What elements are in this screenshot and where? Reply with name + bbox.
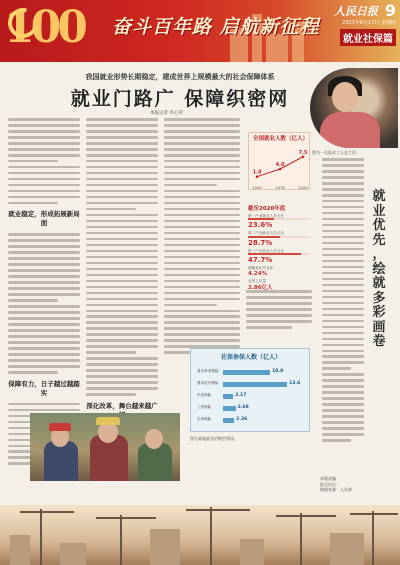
vertical-title-char: 优: [372, 218, 386, 234]
stat-bar-fill: [248, 253, 301, 255]
credit-line: 数据来源：人社部: [320, 487, 352, 493]
insurance-data-label: 10.0: [272, 369, 284, 374]
building-shape: [60, 543, 86, 565]
crane-mast: [40, 509, 42, 565]
stat-bar-track: [248, 236, 310, 238]
subhead-reform: 深化改革，舞台越来越广: [86, 401, 158, 410]
dateline: 2021年6月17日 星期四: [342, 20, 396, 26]
insurance-data-label: 2.68: [237, 405, 249, 410]
vertical-title-char: ，: [372, 247, 386, 263]
crane-jib: [186, 509, 250, 511]
stat-label: 第三产业就业人员占比: [248, 248, 284, 253]
photo-figure: [44, 441, 78, 481]
page-credits: [320, 476, 390, 493]
photo-figure-face: [332, 82, 358, 112]
vertical-title-char: 先: [372, 232, 386, 248]
insurance-data-label: 13.6: [289, 381, 301, 386]
stats-title: 截至2020年底: [248, 206, 286, 212]
stat-row: [248, 279, 310, 291]
article-byline: 本报记者 李心萍: [150, 111, 183, 116]
crane-jib: [350, 513, 398, 515]
vertical-title-char: 多: [372, 290, 386, 306]
crane-mast: [300, 513, 302, 565]
stat-bar-fill: [248, 236, 280, 238]
insurance-category-label: 生育保险: [197, 417, 212, 421]
insurance-category-label: 基本养老保险: [197, 369, 219, 373]
employment-data-label: 7.5: [298, 149, 308, 156]
insurance-bar: [223, 418, 234, 423]
building-shape: [150, 529, 180, 565]
building-shape: [10, 535, 30, 565]
vertical-title-char: 卷: [372, 334, 386, 350]
employment-line-chart: [249, 133, 311, 191]
vertical-title-char: 绘: [372, 261, 386, 277]
banner-slogan: 奋斗百年路 启航新征程: [112, 16, 320, 38]
employment-data-label: 1.8: [252, 169, 262, 176]
stat-bar-track: [248, 253, 310, 255]
building-shape: [240, 539, 264, 565]
insurance-bar: [223, 406, 236, 411]
stat-row: [248, 249, 310, 264]
stat-value: 23.6%: [248, 221, 273, 230]
employment-chart-title: 全国就业人数（亿人）: [253, 136, 309, 142]
vertical-title-char: 业: [372, 203, 386, 219]
photo-figure-hat: [96, 417, 120, 425]
stat-value: 28.7%: [248, 238, 273, 247]
side-text-column: [322, 158, 364, 445]
page-number: 9: [384, 1, 396, 20]
photo-figure-hat: [49, 423, 71, 431]
crane-mast: [210, 507, 212, 565]
centenary-number: 100: [4, 2, 84, 53]
credit-line: 本版责编：: [320, 476, 340, 481]
stat-row: [248, 231, 310, 246]
photo-caption: 图为某地就业招聘会现场。: [190, 436, 238, 441]
insurance-bar-row: [197, 369, 305, 376]
subhead-security: 保障有力，日子越过越踏实: [8, 379, 80, 397]
employment-point: [302, 155, 305, 158]
stat-value: 2.86亿人: [248, 285, 273, 292]
stat-value: 47.7%: [248, 256, 273, 265]
worker-photo: [310, 68, 398, 148]
insurance-category-label: 失业保险: [197, 393, 212, 397]
building-shape: [330, 533, 364, 565]
stat-bar-fill: [248, 218, 274, 220]
insurance-data-label: 2.36: [236, 417, 248, 422]
employment-point: [279, 168, 282, 171]
employment-point: [256, 175, 259, 178]
construction-illustration: [0, 505, 400, 565]
stat-label: 城镇登记失业率: [248, 266, 274, 271]
crane-jib: [20, 511, 74, 513]
stat-bar-track: [248, 218, 310, 220]
stat-row: [248, 266, 310, 276]
crane-jib: [276, 515, 336, 517]
insurance-data-label: 2.17: [235, 393, 247, 398]
employment-chart: [248, 132, 310, 190]
stat-value: 4.24%: [248, 270, 268, 277]
credit-line: 版式设计：: [320, 481, 340, 487]
photo-figure-face: [145, 429, 163, 449]
insurance-chart-title: 社保参保人数（亿人）: [220, 354, 281, 361]
text-column-2: [86, 118, 158, 443]
vertical-title: [368, 190, 390, 350]
employment-x-tick: 2020: [298, 185, 308, 190]
vertical-title-char: 彩: [372, 305, 386, 321]
article-headline: 就业门路广 保障织密网: [70, 88, 290, 110]
insurance-bar-row: [197, 393, 305, 400]
workers-photo: [30, 413, 180, 481]
insurance-bar: [223, 370, 270, 375]
insurance-bar-row: [197, 417, 305, 424]
employment-x-tick: 1949: [252, 185, 262, 190]
stats-list: [248, 214, 310, 291]
insurance-bar: [223, 394, 233, 399]
insurance-bar-row: [197, 405, 305, 412]
insurance-bar: [223, 382, 287, 387]
stat-row: [248, 214, 310, 229]
section-label: 就业社保篇: [340, 29, 396, 46]
insurance-bar-row: [197, 381, 305, 388]
stat-label: 第二产业就业人员占比: [248, 231, 284, 236]
top-photo-caption: 图为一名技术工人在工作。: [312, 150, 360, 155]
vertical-title-char: 就: [372, 189, 386, 204]
page-banner: [0, 0, 400, 62]
text-column-4: [246, 290, 312, 332]
subhead-employment: 就业稳定，形成拓展新局面: [8, 210, 80, 228]
photo-figure-body: [320, 112, 380, 148]
vertical-title-char: 画: [372, 319, 386, 335]
employment-data-label: 4.0: [275, 162, 285, 168]
article-kicker: 我国就业形势长期稳定，建成世界上规模最大的社会保障体系: [85, 73, 275, 81]
text-column-3: [164, 118, 240, 357]
crane-jib: [96, 517, 156, 519]
stats-panel: [248, 204, 310, 293]
stat-label: 农民工总量: [248, 278, 266, 283]
insurance-category-label: 工伤保险: [197, 405, 212, 409]
insurance-category-label: 基本医疗保险: [197, 381, 219, 385]
newspaper-masthead: 人民日报: [334, 5, 378, 18]
crane-mast: [372, 511, 374, 565]
crane-mast: [120, 515, 122, 565]
stat-label: 第一产业就业人员占比: [248, 214, 284, 218]
employment-x-tick: 1978: [275, 185, 285, 190]
vertical-title-char: 就: [372, 276, 386, 292]
insurance-chart: [190, 348, 310, 432]
